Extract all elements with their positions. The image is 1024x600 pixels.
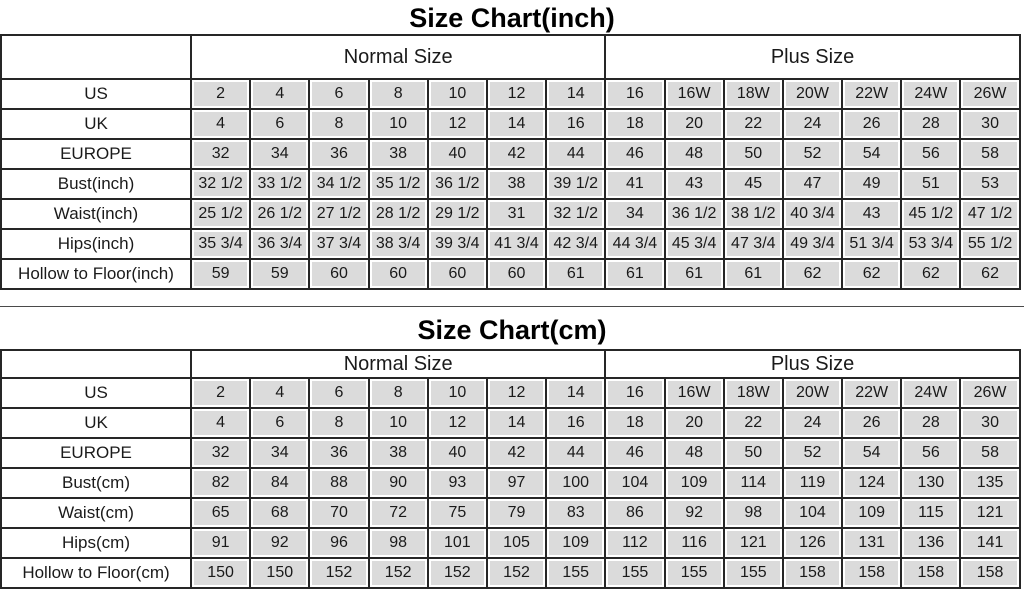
size-cell: 152: [369, 558, 428, 588]
column-group-normal-size: Normal Size: [191, 350, 605, 378]
size-cell: 58: [960, 438, 1019, 468]
size-cell: 61: [665, 259, 724, 289]
table-row-bust-cm: [1, 468, 1020, 498]
size-cell: 62: [783, 259, 842, 289]
size-cell: 82: [191, 468, 250, 498]
size-cell: 28: [901, 109, 960, 139]
size-cell: 42: [487, 139, 546, 169]
size-cell: 24W: [901, 378, 960, 408]
size-cell: 16: [546, 109, 605, 139]
size-cell: 38: [487, 169, 546, 199]
size-cell: 38 1/2: [724, 199, 783, 229]
size-cell: 34: [250, 438, 309, 468]
table-row-europe: [1, 438, 1020, 468]
size-cell: 12: [487, 378, 546, 408]
size-cell: 68: [250, 498, 309, 528]
size-cell: 126: [783, 528, 842, 558]
size-cell: 155: [546, 558, 605, 588]
size-cell: 24: [783, 109, 842, 139]
size-cell: 54: [842, 139, 901, 169]
size-cell: 158: [960, 558, 1019, 588]
size-cell: 41: [605, 169, 664, 199]
size-cell: 61: [605, 259, 664, 289]
size-cell: 62: [960, 259, 1019, 289]
column-group-plus-size: Plus Size: [605, 350, 1019, 378]
row-label: Bust(cm): [1, 468, 191, 498]
size-cell: 152: [309, 558, 368, 588]
size-cell: 93: [428, 468, 487, 498]
table-row-hollow-to-floor-inch: [1, 259, 1020, 289]
size-cell: 51 3/4: [842, 229, 901, 259]
size-cell: 158: [842, 558, 901, 588]
size-cell: 31: [487, 199, 546, 229]
size-cell: 54: [842, 438, 901, 468]
size-cell: 36 1/2: [665, 199, 724, 229]
size-cell: 14: [487, 109, 546, 139]
size-cell: 72: [369, 498, 428, 528]
size-cell: 101: [428, 528, 487, 558]
size-cell: 18W: [724, 79, 783, 109]
table-row-waist-inch: [1, 199, 1020, 229]
size-cell: 109: [546, 528, 605, 558]
size-cell: 4: [191, 109, 250, 139]
size-cell: 155: [724, 558, 783, 588]
size-cell: 6: [309, 378, 368, 408]
size-cell: 28: [901, 408, 960, 438]
size-cell: 116: [665, 528, 724, 558]
size-cell: 92: [665, 498, 724, 528]
row-label: UK: [1, 109, 191, 139]
size-cell: 26 1/2: [250, 199, 309, 229]
size-cell: 40: [428, 438, 487, 468]
size-cell: 26W: [960, 79, 1019, 109]
size-cell: 10: [428, 378, 487, 408]
size-cell: 32: [191, 438, 250, 468]
size-cell: 60: [487, 259, 546, 289]
size-cell: 28 1/2: [369, 199, 428, 229]
size-cell: 44: [546, 139, 605, 169]
size-cell: 36 1/2: [428, 169, 487, 199]
size-cell: 124: [842, 468, 901, 498]
row-label: EUROPE: [1, 438, 191, 468]
size-cell: 70: [309, 498, 368, 528]
size-cell: 58: [960, 139, 1019, 169]
size-cell: 16: [605, 79, 664, 109]
size-cell: 26W: [960, 378, 1019, 408]
size-cell: 8: [369, 79, 428, 109]
size-cell: 49: [842, 169, 901, 199]
size-cell: 60: [428, 259, 487, 289]
size-cell: 34 1/2: [309, 169, 368, 199]
size-cell: 30: [960, 408, 1019, 438]
table-row-waist-cm: [1, 498, 1020, 528]
size-cell: 4: [250, 79, 309, 109]
size-cell: 8: [309, 408, 368, 438]
size-cell: 61: [724, 259, 783, 289]
column-group-row: [1, 35, 1020, 79]
size-cell: 10: [369, 408, 428, 438]
size-cell: 60: [309, 259, 368, 289]
corner-cell: [1, 350, 191, 378]
size-cell: 56: [901, 139, 960, 169]
size-cell: 14: [546, 79, 605, 109]
size-cell: 12: [428, 408, 487, 438]
size-cell: 44 3/4: [605, 229, 664, 259]
size-cell: 12: [428, 109, 487, 139]
size-cell: 45 3/4: [665, 229, 724, 259]
size-cell: 12: [487, 79, 546, 109]
size-cell: 42: [487, 438, 546, 468]
size-cell: 14: [487, 408, 546, 438]
size-cell: 100: [546, 468, 605, 498]
table-row-hips-inch: [1, 229, 1020, 259]
table-row-europe: [1, 139, 1020, 169]
row-label: Hollow to Floor(cm): [1, 558, 191, 588]
size-cell: 97: [487, 468, 546, 498]
size-cell: 79: [487, 498, 546, 528]
size-cell: 16W: [665, 378, 724, 408]
size-cell: 42 3/4: [546, 229, 605, 259]
size-cell: 155: [665, 558, 724, 588]
table-row-hollow-to-floor-cm: [1, 558, 1020, 588]
size-cell: 155: [605, 558, 664, 588]
size-cell: 47 1/2: [960, 199, 1019, 229]
size-cell: 6: [250, 109, 309, 139]
size-cell: 60: [369, 259, 428, 289]
size-cell: 51: [901, 169, 960, 199]
size-cell: 135: [960, 468, 1019, 498]
size-cell: 22: [724, 109, 783, 139]
table-row-us: [1, 79, 1020, 109]
size-cell: 47: [783, 169, 842, 199]
size-cell: 8: [309, 109, 368, 139]
size-cell: 33 1/2: [250, 169, 309, 199]
size-cell: 4: [250, 378, 309, 408]
size-cell: 10: [428, 79, 487, 109]
size-cell: 59: [250, 259, 309, 289]
row-label: Waist(inch): [1, 199, 191, 229]
row-label: UK: [1, 408, 191, 438]
size-cell: 158: [783, 558, 842, 588]
size-cell: 35 3/4: [191, 229, 250, 259]
size-cell: 37 3/4: [309, 229, 368, 259]
column-group-plus-size: Plus Size: [605, 35, 1019, 79]
size-cell: 22W: [842, 79, 901, 109]
chart-title-inch: Size Chart(inch): [409, 3, 615, 33]
size-cell: 38: [369, 139, 428, 169]
size-cell: 43: [665, 169, 724, 199]
size-cell: 141: [960, 528, 1019, 558]
size-cell: 29 1/2: [428, 199, 487, 229]
row-label: Hollow to Floor(inch): [1, 259, 191, 289]
size-cell: 96: [309, 528, 368, 558]
size-cell: 49 3/4: [783, 229, 842, 259]
table-row-bust-inch: [1, 169, 1020, 199]
row-label: US: [1, 378, 191, 408]
size-cell: 40: [428, 139, 487, 169]
size-cell: 46: [605, 139, 664, 169]
size-cell: 20: [665, 109, 724, 139]
size-cell: 83: [546, 498, 605, 528]
corner-cell: [1, 35, 191, 79]
size-cell: 136: [901, 528, 960, 558]
row-label: US: [1, 79, 191, 109]
size-cell: 48: [665, 438, 724, 468]
size-cell: 36: [309, 139, 368, 169]
size-cell: 22W: [842, 378, 901, 408]
size-cell: 16W: [665, 79, 724, 109]
size-cell: 75: [428, 498, 487, 528]
size-cell: 16: [546, 408, 605, 438]
size-cell: 105: [487, 528, 546, 558]
size-cell: 6: [250, 408, 309, 438]
size-cell: 47 3/4: [724, 229, 783, 259]
size-cell: 59: [191, 259, 250, 289]
size-cell: 88: [309, 468, 368, 498]
size-cell: 112: [605, 528, 664, 558]
size-cell: 22: [724, 408, 783, 438]
size-cell: 4: [191, 408, 250, 438]
size-cell: 26: [842, 109, 901, 139]
size-cell: 36 3/4: [250, 229, 309, 259]
size-cell: 50: [724, 438, 783, 468]
size-cell: 32 1/2: [191, 169, 250, 199]
size-cell: 30: [960, 109, 1019, 139]
size-cell: 34: [250, 139, 309, 169]
size-table-inch: [0, 34, 1021, 290]
size-cell: 46: [605, 438, 664, 468]
column-group-row: [1, 350, 1020, 378]
size-cell: 44: [546, 438, 605, 468]
size-cell: 92: [250, 528, 309, 558]
size-cell: 50: [724, 139, 783, 169]
size-cell: 26: [842, 408, 901, 438]
size-cell: 114: [724, 468, 783, 498]
size-cell: 104: [605, 468, 664, 498]
row-label: Bust(inch): [1, 169, 191, 199]
size-cell: 39 1/2: [546, 169, 605, 199]
size-cell: 45 1/2: [901, 199, 960, 229]
size-cell: 131: [842, 528, 901, 558]
size-cell: 152: [487, 558, 546, 588]
size-cell: 119: [783, 468, 842, 498]
size-cell: 18: [605, 408, 664, 438]
size-cell: 38 3/4: [369, 229, 428, 259]
size-cell: 35 1/2: [369, 169, 428, 199]
size-cell: 91: [191, 528, 250, 558]
size-cell: 150: [191, 558, 250, 588]
size-cell: 121: [724, 528, 783, 558]
size-cell: 8: [369, 378, 428, 408]
size-cell: 53 3/4: [901, 229, 960, 259]
size-cell: 2: [191, 79, 250, 109]
size-cell: 43: [842, 199, 901, 229]
size-cell: 152: [428, 558, 487, 588]
table-row-uk: [1, 408, 1020, 438]
size-cell: 158: [901, 558, 960, 588]
size-cell: 52: [783, 438, 842, 468]
size-cell: 109: [665, 468, 724, 498]
size-cell: 90: [369, 468, 428, 498]
size-cell: 98: [724, 498, 783, 528]
size-cell: 45: [724, 169, 783, 199]
size-cell: 25 1/2: [191, 199, 250, 229]
size-cell: 62: [901, 259, 960, 289]
row-label: EUROPE: [1, 139, 191, 169]
size-cell: 2: [191, 378, 250, 408]
row-label: Waist(cm): [1, 498, 191, 528]
size-cell: 104: [783, 498, 842, 528]
chart-title-cm: Size Chart(cm): [417, 315, 607, 345]
size-cell: 52: [783, 139, 842, 169]
table-row-uk: [1, 109, 1020, 139]
size-cell: 40 3/4: [783, 199, 842, 229]
size-cell: 20: [665, 408, 724, 438]
size-cell: 84: [250, 468, 309, 498]
size-cell: 36: [309, 438, 368, 468]
size-cell: 61: [546, 259, 605, 289]
size-cell: 27 1/2: [309, 199, 368, 229]
size-cell: 121: [960, 498, 1019, 528]
size-cell: 65: [191, 498, 250, 528]
size-cell: 38: [369, 438, 428, 468]
size-cell: 32 1/2: [546, 199, 605, 229]
size-cell: 16: [605, 378, 664, 408]
size-cell: 18: [605, 109, 664, 139]
table-row-hips-cm: [1, 528, 1020, 558]
size-cell: 98: [369, 528, 428, 558]
size-cell: 20W: [783, 378, 842, 408]
table-row-us: [1, 378, 1020, 408]
size-cell: 18W: [724, 378, 783, 408]
size-cell: 32: [191, 139, 250, 169]
size-cell: 14: [546, 378, 605, 408]
size-cell: 48: [665, 139, 724, 169]
size-cell: 10: [369, 109, 428, 139]
size-cell: 109: [842, 498, 901, 528]
size-cell: 150: [250, 558, 309, 588]
size-cell: 62: [842, 259, 901, 289]
size-cell: 55 1/2: [960, 229, 1019, 259]
row-label: Hips(inch): [1, 229, 191, 259]
size-cell: 6: [309, 79, 368, 109]
size-cell: 115: [901, 498, 960, 528]
size-cell: 39 3/4: [428, 229, 487, 259]
size-cell: 41 3/4: [487, 229, 546, 259]
size-cell: 53: [960, 169, 1019, 199]
size-cell: 24: [783, 408, 842, 438]
size-cell: 130: [901, 468, 960, 498]
size-cell: 86: [605, 498, 664, 528]
row-label: Hips(cm): [1, 528, 191, 558]
size-table-cm: [0, 349, 1021, 589]
size-cell: 20W: [783, 79, 842, 109]
size-cell: 24W: [901, 79, 960, 109]
column-group-normal-size: Normal Size: [191, 35, 605, 79]
size-cell: 56: [901, 438, 960, 468]
size-cell: 34: [605, 199, 664, 229]
